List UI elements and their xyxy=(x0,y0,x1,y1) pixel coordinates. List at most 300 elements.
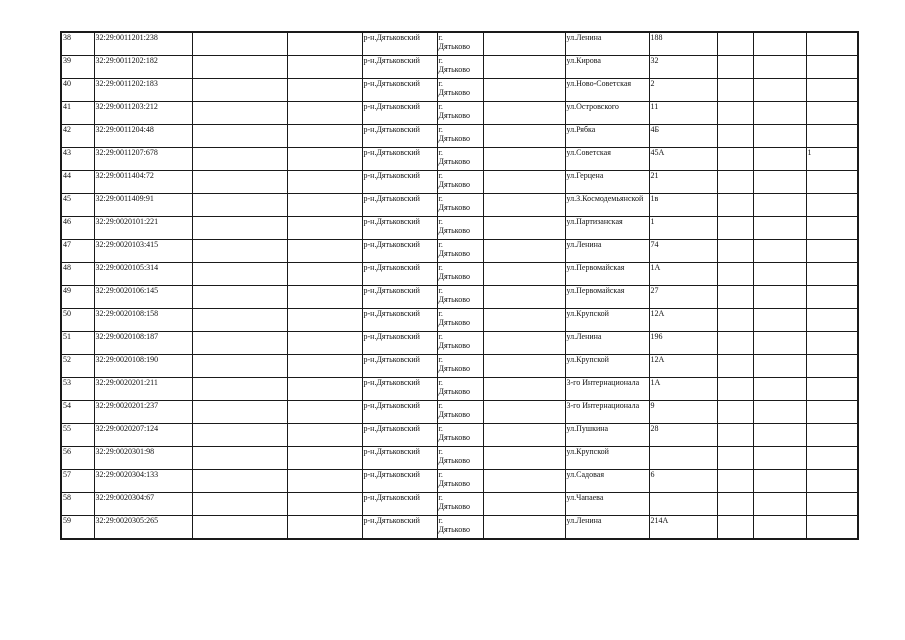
empty-cell xyxy=(483,516,565,540)
empty-cell xyxy=(287,309,362,332)
street-cell: ул.Пушкина xyxy=(565,424,649,447)
house-number-cell: 12А xyxy=(649,309,717,332)
house-number-cell: 1А xyxy=(649,378,717,401)
city-prefix: г. xyxy=(438,309,443,318)
empty-cell xyxy=(287,171,362,194)
empty-cell xyxy=(287,194,362,217)
house-number-cell: 4Б xyxy=(649,125,717,148)
extra-value-cell xyxy=(806,424,858,447)
row-number-cell: 52 xyxy=(61,355,94,378)
city-cell xyxy=(437,263,483,286)
empty-cell xyxy=(192,148,287,171)
cadastral-number-cell: 32:29:0020108:158 xyxy=(94,309,192,332)
street-cell: 3-го Интернационала xyxy=(565,378,649,401)
city-name: Дятьково xyxy=(438,525,470,534)
empty-cell xyxy=(483,125,565,148)
city-prefix: г. xyxy=(438,125,443,134)
empty-cell xyxy=(717,493,753,516)
district-cell: р-н.Дятьковский xyxy=(362,217,437,240)
city-cell xyxy=(437,148,483,171)
empty-cell xyxy=(753,263,806,286)
extra-value-cell xyxy=(806,56,858,79)
cadastral-number-cell: 32:29:0011409:91 xyxy=(94,194,192,217)
cadastral-number-cell: 32:29:0011201:238 xyxy=(94,32,192,56)
cadastral-number-cell: 32:29:0020101:221 xyxy=(94,217,192,240)
row-number-cell: 45 xyxy=(61,194,94,217)
city-cell xyxy=(437,309,483,332)
house-number-cell: 1в xyxy=(649,194,717,217)
cadastral-number-cell: 32:29:0020108:187 xyxy=(94,332,192,355)
cadastral-number-cell: 32:29:0020301:98 xyxy=(94,447,192,470)
empty-cell xyxy=(287,217,362,240)
city-cell xyxy=(437,79,483,102)
city-prefix: г. xyxy=(438,263,443,272)
street-cell: ул.Первомайская xyxy=(565,286,649,309)
city-cell xyxy=(437,240,483,263)
row-number-cell: 46 xyxy=(61,217,94,240)
table-row xyxy=(61,56,858,79)
extra-value-cell xyxy=(806,470,858,493)
city-cell xyxy=(437,424,483,447)
house-number-cell: 74 xyxy=(649,240,717,263)
cadastral-number-cell: 32:29:0011404:72 xyxy=(94,171,192,194)
empty-cell xyxy=(717,125,753,148)
street-cell: ул.Рябка xyxy=(565,125,649,148)
empty-cell xyxy=(287,240,362,263)
city-prefix: г. xyxy=(438,194,443,203)
empty-cell xyxy=(287,125,362,148)
house-number-cell: 21 xyxy=(649,171,717,194)
extra-value-cell xyxy=(806,286,858,309)
street-cell: ул.З.Космодемьянской xyxy=(565,194,649,217)
street-cell: ул.Герцена xyxy=(565,171,649,194)
extra-value-cell xyxy=(806,355,858,378)
cadastral-number-cell: 32:29:0011204:48 xyxy=(94,125,192,148)
street-cell: ул.Островского xyxy=(565,102,649,125)
empty-cell xyxy=(483,194,565,217)
city-cell xyxy=(437,470,483,493)
empty-cell xyxy=(717,447,753,470)
empty-cell xyxy=(483,32,565,56)
empty-cell xyxy=(192,171,287,194)
empty-cell xyxy=(753,378,806,401)
city-name: Дятьково xyxy=(438,157,470,166)
empty-cell xyxy=(192,378,287,401)
empty-cell xyxy=(483,217,565,240)
empty-cell xyxy=(192,102,287,125)
empty-cell xyxy=(483,286,565,309)
row-number-cell: 58 xyxy=(61,493,94,516)
city-name: Дятьково xyxy=(438,226,470,235)
empty-cell xyxy=(287,378,362,401)
empty-cell xyxy=(287,470,362,493)
empty-cell xyxy=(717,424,753,447)
city-name: Дятьково xyxy=(438,42,470,51)
district-cell: р-н.Дятьковский xyxy=(362,516,437,540)
empty-cell xyxy=(483,378,565,401)
table-row xyxy=(61,332,858,355)
empty-cell xyxy=(287,263,362,286)
empty-cell xyxy=(753,217,806,240)
city-prefix: г. xyxy=(438,401,443,410)
street-cell: ул.Крупской xyxy=(565,309,649,332)
street-cell: 3-го Интернационала xyxy=(565,401,649,424)
table-row xyxy=(61,378,858,401)
empty-cell xyxy=(483,148,565,171)
empty-cell xyxy=(192,355,287,378)
extra-value-cell xyxy=(806,79,858,102)
extra-value-cell xyxy=(806,102,858,125)
house-number-cell: 11 xyxy=(649,102,717,125)
table-row xyxy=(61,470,858,493)
cadastral-number-cell: 32:29:0020108:190 xyxy=(94,355,192,378)
city-cell xyxy=(437,194,483,217)
empty-cell xyxy=(192,286,287,309)
empty-cell xyxy=(717,194,753,217)
empty-cell xyxy=(287,286,362,309)
city-prefix: г. xyxy=(438,79,443,88)
empty-cell xyxy=(192,447,287,470)
city-prefix: г. xyxy=(438,470,443,479)
empty-cell xyxy=(753,355,806,378)
empty-cell xyxy=(717,378,753,401)
table-row xyxy=(61,102,858,125)
district-cell: р-н.Дятьковский xyxy=(362,424,437,447)
city-cell xyxy=(437,447,483,470)
empty-cell xyxy=(483,493,565,516)
empty-cell xyxy=(483,470,565,493)
empty-cell xyxy=(483,447,565,470)
street-cell: ул.Чапаева xyxy=(565,493,649,516)
house-number-cell: 28 xyxy=(649,424,717,447)
cadastral-number-cell: 32:29:0011207:678 xyxy=(94,148,192,171)
district-cell: р-н.Дятьковский xyxy=(362,194,437,217)
empty-cell xyxy=(483,401,565,424)
row-number-cell: 43 xyxy=(61,148,94,171)
empty-cell xyxy=(192,401,287,424)
city-name: Дятьково xyxy=(438,272,470,281)
extra-value-cell xyxy=(806,125,858,148)
house-number-cell: 1 xyxy=(649,217,717,240)
empty-cell xyxy=(192,217,287,240)
empty-cell xyxy=(753,332,806,355)
city-cell xyxy=(437,125,483,148)
empty-cell xyxy=(717,309,753,332)
cadastral-number-cell: 32:29:0011203:212 xyxy=(94,102,192,125)
cadastral-number-cell: 32:29:0020105:314 xyxy=(94,263,192,286)
cadastral-number-cell: 32:29:0020305:265 xyxy=(94,516,192,540)
cadastral-number-cell: 32:29:0020304:67 xyxy=(94,493,192,516)
empty-cell xyxy=(287,56,362,79)
extra-value-cell xyxy=(806,263,858,286)
table-row xyxy=(61,171,858,194)
empty-cell xyxy=(717,56,753,79)
city-prefix: г. xyxy=(438,355,443,364)
city-name: Дятьково xyxy=(438,318,470,327)
row-number-cell: 42 xyxy=(61,125,94,148)
table-row xyxy=(61,263,858,286)
empty-cell xyxy=(717,79,753,102)
empty-cell xyxy=(192,32,287,56)
city-cell xyxy=(437,217,483,240)
extra-value-cell xyxy=(806,194,858,217)
extra-value-cell: 1 xyxy=(806,148,858,171)
city-name: Дятьково xyxy=(438,249,470,258)
city-name: Дятьково xyxy=(438,134,470,143)
empty-cell xyxy=(192,125,287,148)
street-cell: ул.Садовая xyxy=(565,470,649,493)
empty-cell xyxy=(717,286,753,309)
empty-cell xyxy=(717,240,753,263)
row-number-cell: 44 xyxy=(61,171,94,194)
empty-cell xyxy=(717,355,753,378)
extra-value-cell xyxy=(806,378,858,401)
table-row xyxy=(61,493,858,516)
district-cell: р-н.Дятьковский xyxy=(362,79,437,102)
house-number-cell: 32 xyxy=(649,56,717,79)
city-prefix: г. xyxy=(438,148,443,157)
house-number-cell: 1А xyxy=(649,263,717,286)
table-body xyxy=(61,32,858,539)
table-row xyxy=(61,240,858,263)
row-number-cell: 50 xyxy=(61,309,94,332)
city-name: Дятьково xyxy=(438,364,470,373)
street-cell: ул.Партизанская xyxy=(565,217,649,240)
city-prefix: г. xyxy=(438,332,443,341)
empty-cell xyxy=(483,56,565,79)
city-name: Дятьково xyxy=(438,410,470,419)
extra-value-cell xyxy=(806,332,858,355)
empty-cell xyxy=(483,424,565,447)
city-name: Дятьково xyxy=(438,111,470,120)
empty-cell xyxy=(717,401,753,424)
street-cell: ул.Первомайская xyxy=(565,263,649,286)
row-number-cell: 49 xyxy=(61,286,94,309)
district-cell: р-н.Дятьковский xyxy=(362,447,437,470)
house-number-cell: 12А xyxy=(649,355,717,378)
house-number-cell: 214А xyxy=(649,516,717,540)
empty-cell xyxy=(717,516,753,540)
city-name: Дятьково xyxy=(438,295,470,304)
empty-cell xyxy=(192,516,287,540)
empty-cell xyxy=(287,79,362,102)
empty-cell xyxy=(753,79,806,102)
district-cell: р-н.Дятьковский xyxy=(362,355,437,378)
extra-value-cell xyxy=(806,32,858,56)
empty-cell xyxy=(192,309,287,332)
city-prefix: г. xyxy=(438,217,443,226)
empty-cell xyxy=(753,424,806,447)
empty-cell xyxy=(717,332,753,355)
row-number-cell: 59 xyxy=(61,516,94,540)
extra-value-cell xyxy=(806,401,858,424)
house-number-cell: 45А xyxy=(649,148,717,171)
city-cell xyxy=(437,401,483,424)
city-name: Дятьково xyxy=(438,456,470,465)
empty-cell xyxy=(753,493,806,516)
district-cell: р-н.Дятьковский xyxy=(362,240,437,263)
empty-cell xyxy=(717,32,753,56)
row-number-cell: 38 xyxy=(61,32,94,56)
table-row xyxy=(61,194,858,217)
empty-cell xyxy=(192,194,287,217)
table-row xyxy=(61,447,858,470)
street-cell: ул.Ленина xyxy=(565,516,649,540)
cadastral-number-cell: 32:29:0020201:237 xyxy=(94,401,192,424)
table-row xyxy=(61,401,858,424)
district-cell: р-н.Дятьковский xyxy=(362,56,437,79)
city-name: Дятьково xyxy=(438,65,470,74)
table-row xyxy=(61,217,858,240)
extra-value-cell xyxy=(806,217,858,240)
city-cell xyxy=(437,56,483,79)
house-number-cell: 27 xyxy=(649,286,717,309)
street-cell: ул.Крупской xyxy=(565,447,649,470)
table-row xyxy=(61,286,858,309)
empty-cell xyxy=(192,79,287,102)
empty-cell xyxy=(287,148,362,171)
district-cell: р-н.Дятьковский xyxy=(362,493,437,516)
city-prefix: г. xyxy=(438,378,443,387)
cadastral-number-cell: 32:29:0020106:145 xyxy=(94,286,192,309)
house-number-cell: 9 xyxy=(649,401,717,424)
empty-cell xyxy=(483,79,565,102)
house-number-cell xyxy=(649,493,717,516)
table-row xyxy=(61,125,858,148)
city-name: Дятьково xyxy=(438,88,470,97)
empty-cell xyxy=(192,240,287,263)
city-prefix: г. xyxy=(438,424,443,433)
empty-cell xyxy=(192,56,287,79)
row-number-cell: 40 xyxy=(61,79,94,102)
extra-value-cell xyxy=(806,240,858,263)
extra-value-cell xyxy=(806,447,858,470)
empty-cell xyxy=(192,332,287,355)
registry-table xyxy=(60,31,859,540)
empty-cell xyxy=(287,493,362,516)
row-number-cell: 39 xyxy=(61,56,94,79)
city-prefix: г. xyxy=(438,102,443,111)
district-cell: р-н.Дятьковский xyxy=(362,125,437,148)
table-row xyxy=(61,32,858,56)
city-cell xyxy=(437,355,483,378)
empty-cell xyxy=(287,102,362,125)
empty-cell xyxy=(717,263,753,286)
district-cell: р-н.Дятьковский xyxy=(362,286,437,309)
empty-cell xyxy=(192,470,287,493)
city-cell xyxy=(437,332,483,355)
empty-cell xyxy=(192,493,287,516)
table-row xyxy=(61,516,858,540)
city-cell xyxy=(437,171,483,194)
district-cell: р-н.Дятьковский xyxy=(362,401,437,424)
empty-cell xyxy=(287,447,362,470)
row-number-cell: 54 xyxy=(61,401,94,424)
district-cell: р-н.Дятьковский xyxy=(362,263,437,286)
city-prefix: г. xyxy=(438,493,443,502)
city-name: Дятьково xyxy=(438,341,470,350)
cadastral-number-cell: 32:29:0020304:133 xyxy=(94,470,192,493)
row-number-cell: 56 xyxy=(61,447,94,470)
city-name: Дятьково xyxy=(438,479,470,488)
empty-cell xyxy=(717,148,753,171)
house-number-cell: 188 xyxy=(649,32,717,56)
city-cell xyxy=(437,516,483,540)
city-name: Дятьково xyxy=(438,203,470,212)
row-number-cell: 48 xyxy=(61,263,94,286)
city-prefix: г. xyxy=(438,240,443,249)
table-row xyxy=(61,309,858,332)
empty-cell xyxy=(483,332,565,355)
cadastral-number-cell: 32:29:0020207:124 xyxy=(94,424,192,447)
district-cell: р-н.Дятьковский xyxy=(362,470,437,493)
row-number-cell: 51 xyxy=(61,332,94,355)
extra-value-cell xyxy=(806,493,858,516)
empty-cell xyxy=(192,424,287,447)
empty-cell xyxy=(287,32,362,56)
cadastral-number-cell: 32:29:0020103:415 xyxy=(94,240,192,263)
city-prefix: г. xyxy=(438,33,443,42)
empty-cell xyxy=(717,102,753,125)
empty-cell xyxy=(483,171,565,194)
house-number-cell: 6 xyxy=(649,470,717,493)
table-row xyxy=(61,79,858,102)
empty-cell xyxy=(753,171,806,194)
house-number-cell xyxy=(649,447,717,470)
empty-cell xyxy=(287,355,362,378)
empty-cell xyxy=(753,102,806,125)
empty-cell xyxy=(287,516,362,540)
district-cell: р-н.Дятьковский xyxy=(362,32,437,56)
district-cell: р-н.Дятьковский xyxy=(362,332,437,355)
street-cell: ул.Ново-Советская xyxy=(565,79,649,102)
row-number-cell: 57 xyxy=(61,470,94,493)
empty-cell xyxy=(753,309,806,332)
city-prefix: г. xyxy=(438,447,443,456)
empty-cell xyxy=(753,401,806,424)
cadastral-number-cell: 32:29:0011202:182 xyxy=(94,56,192,79)
empty-cell xyxy=(753,470,806,493)
district-cell: р-н.Дятьковский xyxy=(362,102,437,125)
district-cell: р-н.Дятьковский xyxy=(362,378,437,401)
row-number-cell: 53 xyxy=(61,378,94,401)
house-number-cell: 196 xyxy=(649,332,717,355)
city-name: Дятьково xyxy=(438,387,470,396)
row-number-cell: 47 xyxy=(61,240,94,263)
empty-cell xyxy=(753,32,806,56)
city-cell xyxy=(437,102,483,125)
street-cell: ул.Ленина xyxy=(565,332,649,355)
cadastral-number-cell: 32:29:0020201:211 xyxy=(94,378,192,401)
empty-cell xyxy=(753,194,806,217)
city-cell xyxy=(437,286,483,309)
empty-cell xyxy=(753,516,806,540)
table-row xyxy=(61,148,858,171)
cadastral-number-cell: 32:29:0011202:183 xyxy=(94,79,192,102)
city-prefix: г. xyxy=(438,286,443,295)
empty-cell xyxy=(717,470,753,493)
city-cell xyxy=(437,32,483,56)
district-cell: р-н.Дятьковский xyxy=(362,309,437,332)
empty-cell xyxy=(287,424,362,447)
street-cell: ул.Ленина xyxy=(565,32,649,56)
row-number-cell: 55 xyxy=(61,424,94,447)
empty-cell xyxy=(287,401,362,424)
row-number-cell: 41 xyxy=(61,102,94,125)
empty-cell xyxy=(717,217,753,240)
empty-cell xyxy=(483,263,565,286)
empty-cell xyxy=(753,148,806,171)
